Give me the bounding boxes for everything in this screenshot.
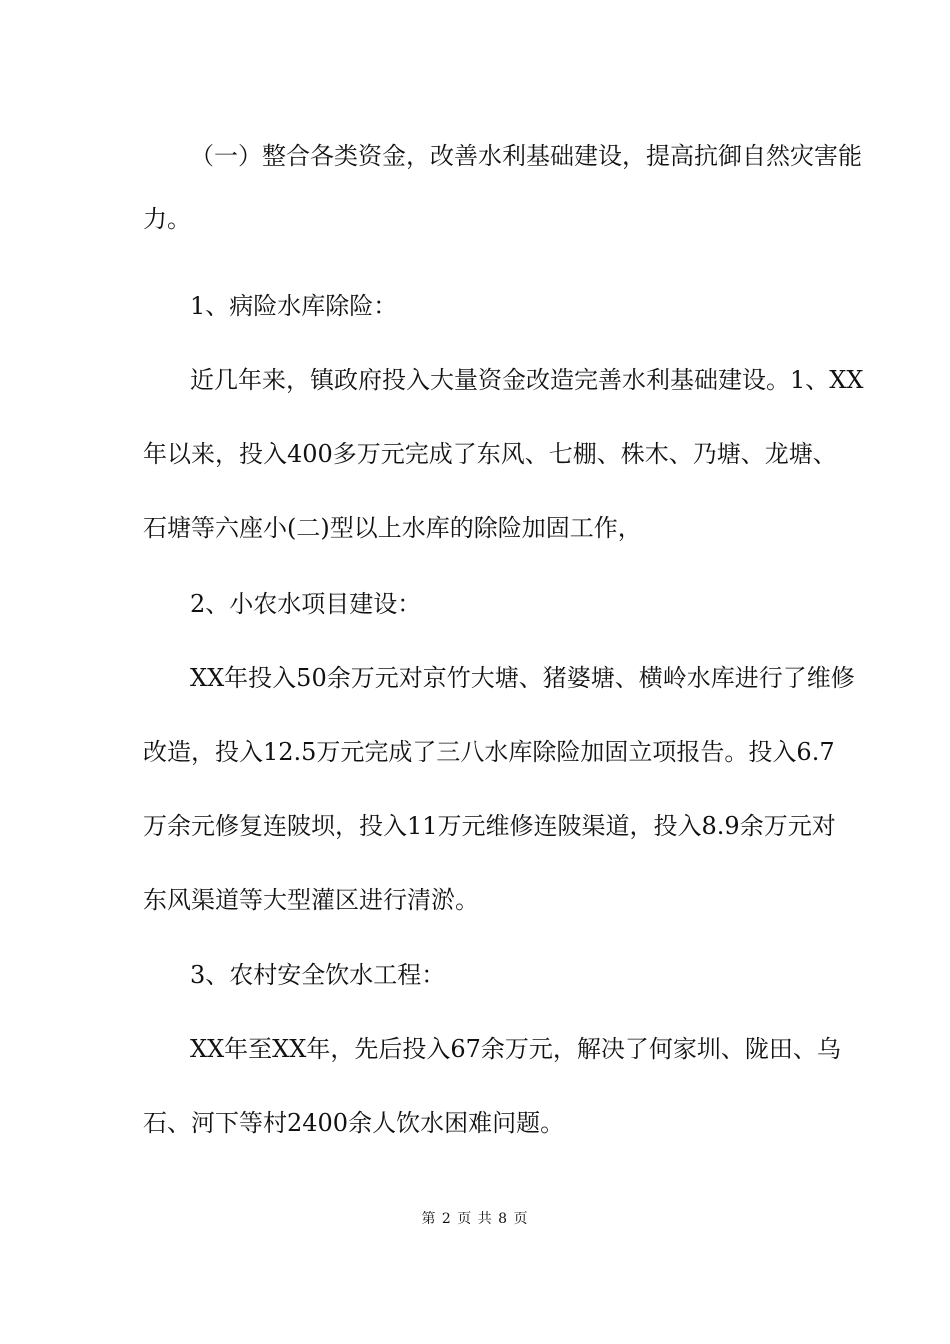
paragraph-line: 石塘等六座小(二)型以上水库的除险加固工作，: [143, 514, 642, 542]
paragraph-line: 近几年来，镇政府投入大量资金改造完善水利基础建设。1、XX: [190, 366, 864, 394]
paragraph-line: 东风渠道等大型灌区进行清淤。: [143, 886, 479, 914]
page-number-footer: 第 2 页 共 8 页: [421, 1211, 529, 1227]
subheading-irrigation: 2、小农水项目建设：: [190, 590, 422, 618]
paragraph-line: 年以来，投入400多万元完成了东风、七棚、株木、乃塘、龙塘、: [143, 440, 837, 468]
paragraph-line: XX年投入50余万元对京竹大塘、猪婆塘、横岭水库进行了维修: [190, 664, 855, 692]
paragraph-line: 石、河下等村2400余人饮水困难问题。: [143, 1109, 565, 1137]
subheading-drinking-water: 3、农村安全饮水工程：: [190, 961, 446, 989]
paragraph-line: 万余元修复连陂坝，投入11万元维修连陂渠道，投入8.9余万元对: [143, 812, 836, 840]
heading-section-1: （一）整合各类资金，改善水利基础建设，提高抗御自然灾害能: [190, 142, 862, 170]
paragraph-line: 改造，投入12.5万元完成了三八水库除险加固立项报告。投入6.7: [143, 738, 835, 766]
subheading-reservoir: 1、病险水库除险：: [190, 292, 398, 320]
heading-section-1-cont: 力。: [143, 205, 191, 233]
paragraph-line: XX年至XX年，先后投入67余万元，解决了何家圳、陇田、乌: [190, 1035, 841, 1063]
